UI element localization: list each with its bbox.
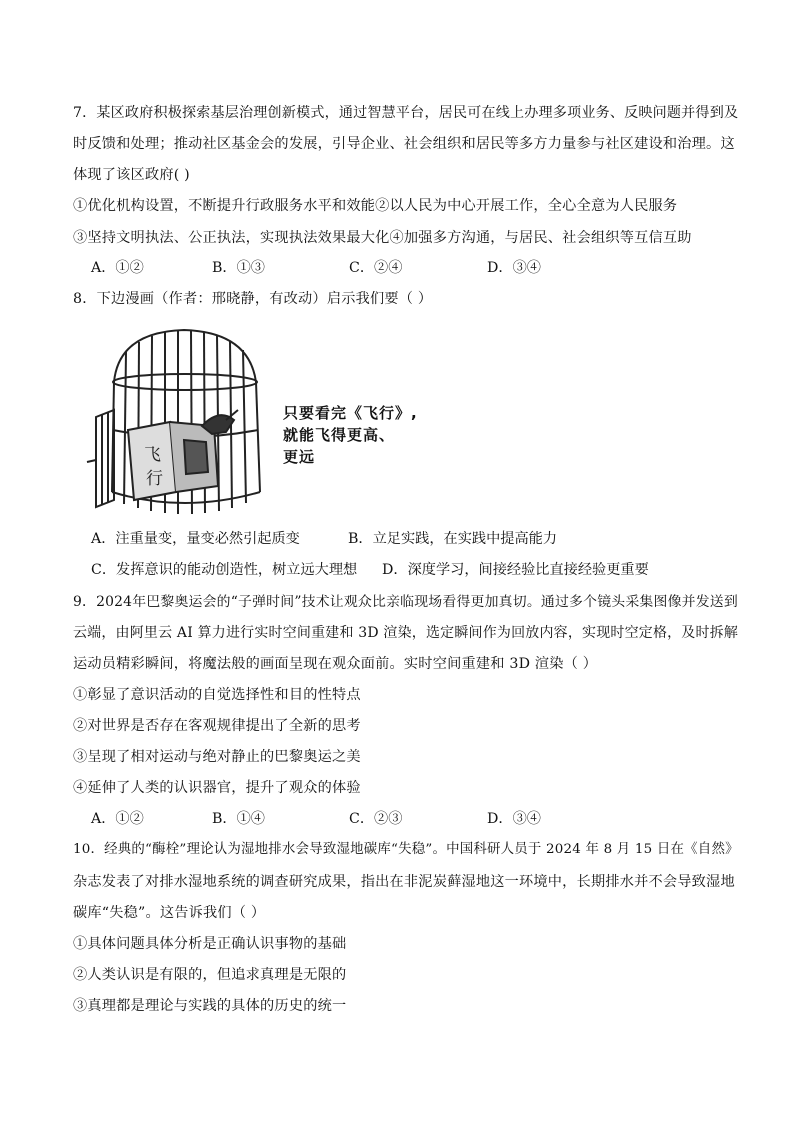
q7-statement-3-4: ③坚持文明执法、公正执法，实现执法效果最大化④加强多方沟通，与居民、社会组织等互信互助 <box>73 230 692 246</box>
q9-option-b: B．①④ <box>212 811 265 827</box>
q7-option-d: D．③④ <box>487 260 541 276</box>
q8-stem: 8．下边漫画（作者：邢晓静，有改动）启示我们要（ ） <box>73 291 433 307</box>
q8-option-b: B．立足实践，在实践中提高能力 <box>348 531 558 547</box>
q7-option-c: C．②④ <box>349 260 403 276</box>
q10-stem-line-2: 杂志发表了对排水湿地系统的调查研究成果，指出在非泥炭藓湿地这一环境中，长期排水并不会导致湿地 <box>73 874 735 890</box>
q9-statement-3: ③呈现了相对运动与绝对静止的巴黎奥运之美 <box>73 749 361 765</box>
q9-stem-line-1: 9．2024年巴黎奥运会的“子弹时间”技术让观众比亲临现场看得更加真切。通过多个镜头采集图像并发送到 <box>73 594 738 610</box>
cartoon-caption <box>283 402 418 468</box>
q10-stem-line-3: 碳库“失稳”。这告诉我们（ ） <box>73 905 266 921</box>
q10-statement-3: ③真理都是理论与实践的具体的历史的统一 <box>73 998 347 1014</box>
cartoon-caption-line-2: 就能飞得更高、 <box>283 426 396 444</box>
q10-stem-line-1: 10．经典的“酶栓”理论认为湿地排水会导致湿地碳库“失稳”。中国科研人员于 2024 年 8 月 15 日在《自然》 <box>73 842 739 857</box>
q7-stem-line-1: 7．某区政府积极探索基层治理创新模式，通过智慧平台，居民可在线上办理多项业务、反映问题并得到及 <box>73 105 739 121</box>
q9-stem-line-3: 运动员精彩瞬间，将魔法般的画面呈现在观众面前。实时空间重建和 3D 渲染（ ） <box>73 656 598 672</box>
q9-statement-1: ①彰显了意识活动的自觉选择性和目的性特点 <box>73 687 361 703</box>
q7-statement-1-2: ①优化机构设置，不断提升行政服务水平和效能②以人民为中心开展工作，全心全意为人民服务 <box>73 198 678 214</box>
cartoon-caption-line-1: 只要看完《飞行》, <box>283 404 418 422</box>
q9-option-d: D．③④ <box>487 811 541 827</box>
q10-statement-1: ①具体问题具体分析是正确认识事物的基础 <box>73 936 347 952</box>
q9-statement-4: ④延伸了人类的认识器官，提升了观众的体验 <box>73 780 361 796</box>
q9-option-c: C．②③ <box>349 811 403 827</box>
book-title-char-2: 行 <box>146 469 163 489</box>
q9-stem-line-2: 云端，由阿里云 AI 算力进行实时空间重建和 3D 渲染，选定瞬间作为回放内容，实现时空定格，及时拆解 <box>73 625 739 641</box>
q8-option-c: C．发挥意识的能动创造性，树立远大理想 <box>91 562 358 578</box>
book-title-char-1: 飞 <box>144 445 161 465</box>
q7-stem-line-2: 时反馈和处理；推动社区基金会的发展，引导企业、社会组织和居民等多方力量参与社区建设和治理。这 <box>73 136 735 152</box>
q7-stem-line-3: 体现了该区政府( ) <box>73 167 190 183</box>
q8-option-d: D．深度学习，间接经验比直接经验更重要 <box>382 562 649 578</box>
q9-statement-2: ②对世界是否存在客观规律提出了全新的思考 <box>73 718 361 734</box>
cartoon-caption-line-3: 更远 <box>283 448 316 466</box>
q10-statement-2: ②人类认识是有限的，但追求真理是无限的 <box>73 967 347 983</box>
q8-option-a: A．注重量变，量变必然引起质变 <box>91 531 300 547</box>
q7-option-a: A．①② <box>91 260 144 276</box>
q9-option-a: A．①② <box>91 811 144 827</box>
q7-option-b: B．①③ <box>212 260 265 276</box>
